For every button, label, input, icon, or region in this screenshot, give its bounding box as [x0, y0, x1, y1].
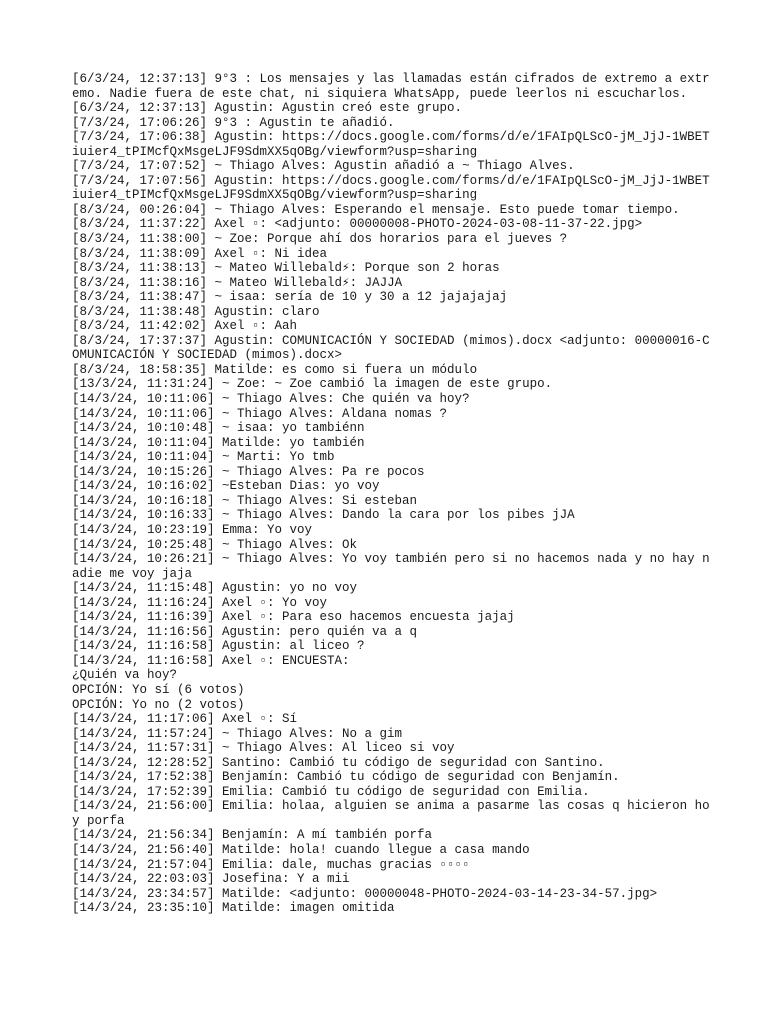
chat-line: [14/3/24, 11:16:39] Axel ▫: Para eso hacemos encuesta jajaj — [72, 610, 515, 625]
chat-line: [14/3/24, 10:11:06] ~ Thiago Alves: Che quién va hoy? — [72, 392, 470, 407]
chat-line: [8/3/24, 11:38:09] Axel ▫: Ni idea — [72, 246, 328, 261]
chat-line: [8/3/24, 11:38:13] ~ Mateo Willebald⚡: Porque son 2 horas — [72, 261, 500, 276]
chat-line: [14/3/24, 10:11:06] ~ Thiago Alves: Aldana nomas ? — [72, 406, 448, 421]
chat-line: [14/3/24, 11:16:58] Axel ▫: ENCUESTA: — [72, 653, 350, 668]
chat-line: [7/3/24, 17:06:26] 9°3 : Agustin te añadió. — [72, 115, 395, 130]
chat-line: [14/3/24, 11:16:58] Agustin: al liceo ? — [72, 639, 365, 654]
chat-line: [14/3/24, 11:15:48] Agustin: yo no voy — [72, 581, 358, 596]
chat-line: [14/3/24, 11:16:56] Agustin: pero quién va a q — [72, 624, 418, 639]
chat-line: [8/3/24, 11:42:02] Axel ▫: Aah — [72, 319, 298, 334]
chat-line: [14/3/24, 23:34:57] Matilde: <adjunto: 00000048-PHOTO-2024-03-14-23-34-57.jpg> — [72, 886, 658, 901]
chat-line: [6/3/24, 12:37:13] 9°3 : Los mensajes y las llamadas están cifrados de extremo a extremo. Nadie fuera de este chat, ni siquiera WhatsApp, puede leerlos ni escucharlos. — [72, 72, 710, 101]
chat-line: [14/3/24, 11:16:24] Axel ▫: Yo voy — [72, 595, 328, 610]
chat-line: [14/3/24, 21:57:04] Emilia: dale, muchas gracias ▫▫▫▫ — [72, 857, 470, 872]
chat-line: [8/3/24, 11:38:47] ~ isaa: sería de 10 y 30 a 12 jajajajaj — [72, 290, 508, 305]
chat-line: [14/3/24, 10:16:33] ~ Thiago Alves: Dando la cara por los pibes jJA — [72, 508, 575, 523]
chat-transcript — [72, 72, 712, 916]
chat-line: [8/3/24, 17:37:37] Agustin: COMUNICACIÓN Y SOCIEDAD (mimos).docx <adjunto: 00000016-COMUNICACIÓN Y SOCIEDAD (mimos).docx> — [72, 333, 710, 363]
chat-line: [8/3/24, 11:38:16] ~ Mateo Willebald⚡: JAJJA — [72, 275, 403, 290]
chat-line: [14/3/24, 10:16:18] ~ Thiago Alves: Si esteban — [72, 493, 418, 508]
chat-line: [6/3/24, 12:37:13] Agustin: Agustin creó este grupo. — [72, 101, 463, 116]
chat-line: [14/3/24, 21:56:34] Benjamín: A mí también porfa — [72, 828, 433, 843]
chat-line: [14/3/24, 10:11:04] Matilde: yo también — [72, 435, 365, 450]
chat-line: [14/3/24, 22:03:03] Josefina: Y a mii — [72, 872, 350, 887]
chat-line: [14/3/24, 10:11:04] ~ Marti: Yo tmb — [72, 450, 335, 465]
chat-line: [7/3/24, 17:07:52] ~ Thiago Alves: Agustin añadió a ~ Thiago Alves. — [72, 159, 575, 174]
chat-line: [14/3/24, 11:57:31] ~ Thiago Alves: Al liceo si voy — [72, 741, 455, 756]
chat-line: [8/3/24, 00:26:04] ~ Thiago Alves: Esperando el mensaje. Esto puede tomar tiempo. — [72, 202, 680, 217]
chat-line: [14/3/24, 11:17:06] Axel ▫: Sí — [72, 712, 298, 727]
chat-line: [8/3/24, 11:38:00] ~ Zoe: Porque ahí dos horarios para el jueves ? — [72, 232, 568, 247]
chat-line: [14/3/24, 21:56:00] Emilia: holaa, alguien se anima a pasarme las cosas q hicieron hoy porfa — [72, 799, 710, 828]
chat-line: [13/3/24, 11:31:24] ~ Zoe: ~ Zoe cambió la imagen de este grupo. — [72, 377, 553, 392]
chat-line: ¿Quién va hoy? — [72, 668, 178, 683]
chat-line: [8/3/24, 11:38:48] Agustin: claro — [72, 304, 320, 319]
chat-line: [7/3/24, 17:07:56] Agustin: https://docs.google.com/forms/d/e/1FAIpQLScO-jM_JjJ-1WBETiuier4_tPIMcfQxMsgeLJF9SdmXX5qOBg/viewform?usp=sharing — [72, 173, 710, 203]
chat-line: [14/3/24, 10:16:02] ~Esteban Dias: yo voy — [72, 479, 380, 494]
chat-line: [14/3/24, 17:52:38] Benjamín: Cambió tu código de seguridad con Benjamín. — [72, 770, 620, 785]
chat-line: [14/3/24, 10:26:21] ~ Thiago Alves: Yo voy también pero si no hacemos nada y no hay nadie me voy jaja — [72, 552, 710, 581]
chat-line: [14/3/24, 23:35:10] Matilde: imagen omitida — [72, 901, 395, 916]
chat-line: [14/3/24, 10:10:48] ~ isaa: yo tambiénn — [72, 421, 365, 436]
chat-line: [14/3/24, 12:28:52] Santino: Cambió tu código de seguridad con Santino. — [72, 755, 605, 770]
chat-line: [14/3/24, 10:15:26] ~ Thiago Alves: Pa re pocos — [72, 464, 425, 479]
chat-line: [8/3/24, 11:37:22] Axel ▫: <adjunto: 00000008-PHOTO-2024-03-08-11-37-22.jpg> — [72, 217, 643, 232]
chat-line: OPCIÓN: Yo sí (6 votos) — [72, 682, 245, 697]
chat-line: [14/3/24, 21:56:40] Matilde: hola! cuando llegue a casa mando — [72, 842, 530, 857]
chat-line: [14/3/24, 17:52:39] Emilia: Cambió tu código de seguridad con Emilia. — [72, 784, 590, 799]
chat-line: [14/3/24, 10:25:48] ~ Thiago Alves: Ok — [72, 537, 358, 552]
chat-line: [8/3/24, 18:58:35] Matilde: es como si fuera un módulo — [72, 362, 478, 377]
chat-line: [14/3/24, 10:23:19] Emma: Yo voy — [72, 522, 313, 537]
chat-line: OPCIÓN: Yo no (2 votos) — [72, 697, 245, 712]
chat-line: [7/3/24, 17:06:38] Agustin: https://docs.google.com/forms/d/e/1FAIpQLScO-jM_JjJ-1WBETiuier4_tPIMcfQxMsgeLJF9SdmXX5qOBg/viewform?usp=sharing — [72, 130, 710, 159]
chat-line: [14/3/24, 11:57:24] ~ Thiago Alves: No a gim — [72, 726, 403, 741]
